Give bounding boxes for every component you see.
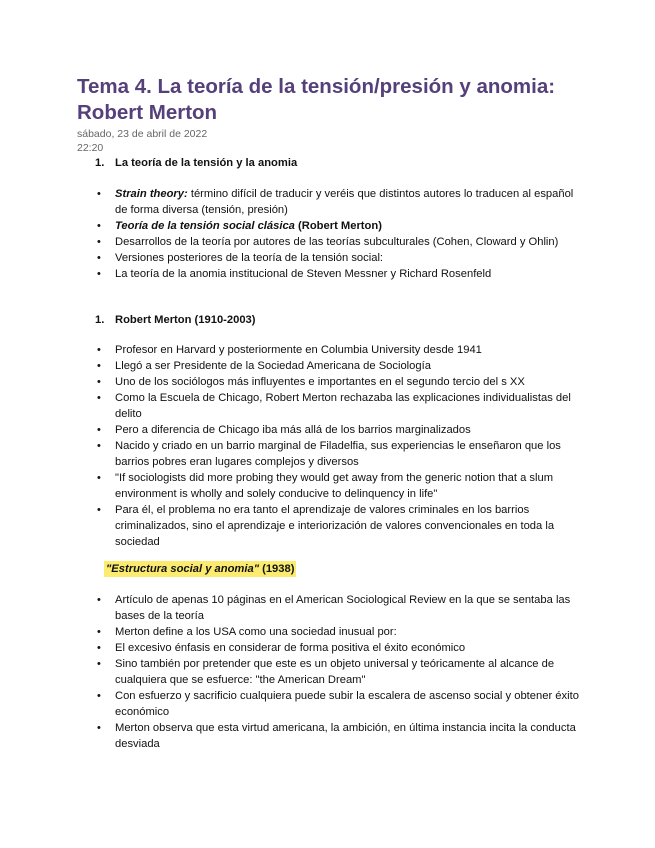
section-heading-text: La teoría de la tensión y la anomia [115, 157, 298, 169]
note-time: 22:20 [77, 142, 104, 154]
highlighted-heading-estructura [104, 561, 296, 577]
list-item-text: El excesivo énfasis en considerar de forma positiva el éxito económico [115, 642, 466, 654]
merton-list [95, 342, 585, 550]
list-item-text: Versiones posteriores de la teoría de la tensión social: [115, 252, 384, 264]
section-heading-text: "Estructura social y anomia" [106, 563, 259, 575]
list-item-text: Llegó a ser Presidente de la Sociedad Americana de Sociología [115, 360, 431, 372]
list-item [95, 250, 585, 266]
list-item-text: (Robert Merton) [294, 220, 382, 232]
estructura-list [95, 592, 585, 752]
section-heading-merton [95, 312, 256, 328]
list-item-text: "If sociologists did more probing they would get away from the generic notion that a slum environment is wholly and solely conducive to delinquency in life" [115, 472, 554, 500]
heading-year: (1938) [259, 563, 295, 575]
list-item-text: Con esfuerzo y sacrificio cualquiera puede subir la escalera de ascenso social y obtener éxito económico [115, 690, 579, 718]
tension-list [95, 186, 585, 282]
list-item [95, 656, 585, 688]
list-item-text: Para él, el problema no era tanto el aprendizaje de valores criminales en los barrios criminalizados, sino el aprendizaje e interiorización de valores convencionales en toda la sociedad [115, 504, 555, 548]
list-item [95, 422, 585, 438]
list-item-text: Uno de los sociólogos más influyentes e importantes en el segundo tercio del s XX [115, 376, 525, 388]
list-item-text: término difícil de traducir y veréis que distintos autores lo traducen al español de forma diversa (tensión, presión) [115, 188, 574, 216]
list-item-text: Nacido y criado en un barrio marginal de Filadelfia, sus experiencias le enseñaron que los barrios pobres eran lugares complejos y diversos [115, 440, 561, 468]
list-item-text: Merton define a los USA como una sociedad inusual por: [115, 626, 397, 638]
list-item [95, 342, 585, 358]
strong-term: Strain theory: [115, 188, 188, 200]
list-item [95, 390, 585, 422]
list-item [95, 720, 585, 752]
list-item-text: Artículo de apenas 10 páginas en el American Sociological Review en la que se sentaba las bases de la teoría [115, 594, 571, 622]
list-item [95, 688, 585, 720]
list-item [95, 374, 585, 390]
list-item [95, 266, 585, 282]
list-item [95, 592, 585, 624]
strong-term: Teoría de la tensión social clásica [115, 220, 295, 232]
section-heading-tension [95, 155, 297, 171]
list-item-text: Merton observa que esta virtud americana, la ambición, en última instancia incita la conducta desviada [115, 722, 576, 750]
page-title: Tema 4. La teoría de la tensión/presión y anomia: Robert Merton [77, 75, 556, 124]
list-item-text: Sino también por pretender que este es un objeto universal y teóricamente al alcance de cualquiera que se esfuerce: "the American Dream" [115, 658, 555, 686]
section-number: 1. [95, 314, 105, 326]
list-item-text: La teoría de la anomia institucional de Steven Messner y Richard Rosenfeld [115, 268, 492, 280]
list-item [95, 234, 585, 250]
list-item [95, 438, 585, 470]
section-number: 1. [95, 157, 105, 169]
list-item [95, 502, 585, 550]
list-item [95, 358, 585, 374]
list-item [95, 624, 585, 640]
list-item [95, 470, 585, 502]
list-item [95, 186, 585, 218]
list-item-text: Desarrollos de la teoría por autores de las teorías subculturales (Cohen, Cloward y Ohlin) [115, 236, 559, 248]
list-item [95, 640, 585, 656]
list-item-text: Pero a diferencia de Chicago iba más allá de los barrios marginalizados [115, 424, 471, 436]
list-item-text: Como la Escuela de Chicago, Robert Merton rechazaba las explicaciones individualistas del delito [115, 392, 571, 420]
list-item-text: Profesor en Harvard y posteriormente en Columbia University desde 1941 [115, 344, 482, 356]
section-heading-text: Robert Merton (1910-2003) [115, 314, 256, 326]
note-date: sábado, 23 de abril de 2022 [77, 128, 208, 140]
list-item [95, 218, 585, 234]
